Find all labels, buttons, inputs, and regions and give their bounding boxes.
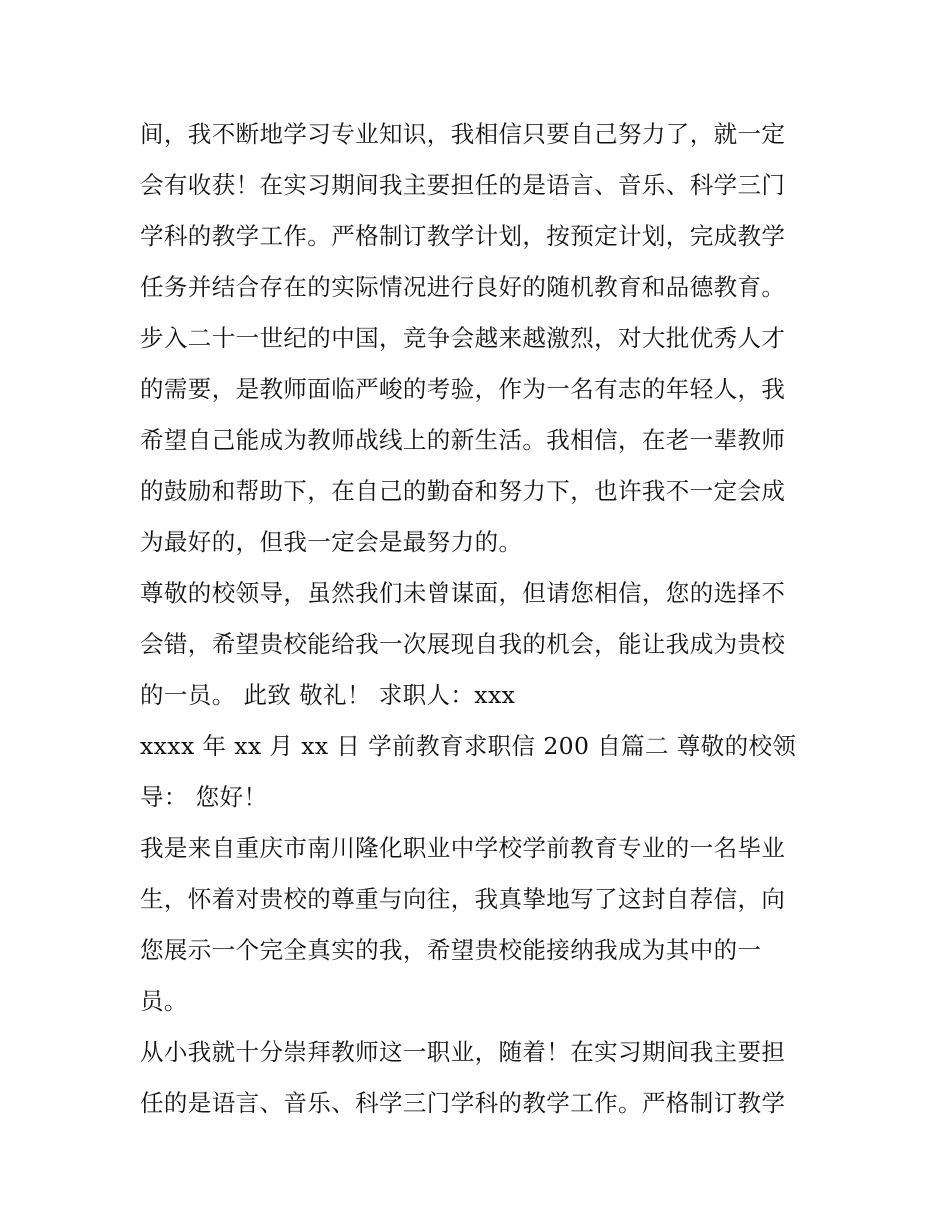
text-line: 生，怀着对贵校的尊重与向往，我真挚地写了这封自荐信，向: [140, 885, 786, 913]
text-line: 为最好的，但我一定会是最努力的。: [140, 528, 523, 556]
text-line: 学科的教学工作。严格制订教学计划，按预定计划，完成教学: [140, 222, 786, 250]
text-line: 会有收获！在实习期间我主要担任的是语言、音乐、科学三门: [140, 171, 786, 199]
text-line: 尊敬的校领导，虽然我们未曾谋面，但请您相信，您的选择不: [140, 579, 786, 607]
text-line: 的需要，是教师面临严峻的考验，作为一名有志的年轻人，我: [140, 375, 786, 403]
text-line: 的一员。 此致 敬礼！ 求职人：xxx: [140, 681, 516, 709]
text-line: 任务并结合存在的实际情况进行良好的随机教育和品德教育。: [140, 273, 786, 301]
text-line: 会错，希望贵校能给我一次展现自我的机会，能让我成为贵校: [140, 630, 786, 658]
text-line: xxxx 年 xx 月 xx 日 学前教育求职信 200 自篇二 尊敬的校领: [140, 732, 797, 760]
text-line: 员。: [140, 987, 188, 1015]
text-line: 我是来自重庆市南川隆化职业中学校学前教育专业的一名毕业: [140, 834, 786, 862]
text-line: 希望自己能成为教师战线上的新生活。我相信，在老一辈教师: [140, 426, 786, 454]
text-line: 的鼓励和帮助下，在自己的勤奋和努力下，也许我不一定会成: [140, 477, 786, 505]
text-line: 导： 您好！: [140, 783, 268, 811]
text-line: 您展示一个完全真实的我，希望贵校能接纳我成为其中的一: [140, 936, 762, 964]
text-line: 间，我不断地学习专业知识，我相信只要自己努力了，就一定: [140, 120, 786, 148]
body-text: [140, 109, 830, 1129]
text-line: 从小我就十分崇拜教师这一职业，随着！在实习期间我主要担: [140, 1038, 786, 1066]
text-line: 任的是语言、音乐、科学三门学科的教学工作。严格制订教学: [140, 1089, 786, 1117]
text-line: 步入二十一世纪的中国，竞争会越来越激烈，对大批优秀人才: [140, 324, 786, 352]
